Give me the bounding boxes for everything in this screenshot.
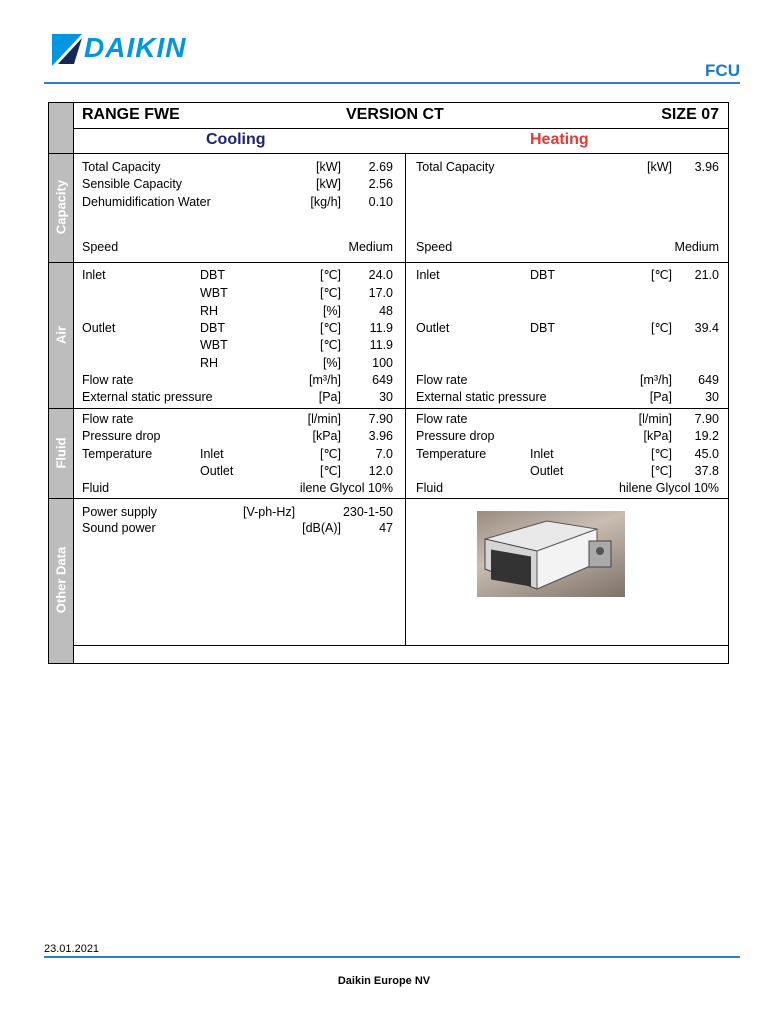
heating-esp-unit: [Pa] [649,390,672,404]
heating-esp-value: 30 [705,390,719,404]
heating-total-capacity-unit: [kW] [647,160,672,174]
heating-inlet-dbt-label: DBT [530,268,555,282]
power-supply-label: Power supply [82,505,158,519]
cooling-inlet-wbt-value: 17.0 [368,286,393,300]
section-label-other: Other Data [53,546,69,614]
cooling-air-flow-unit: [m³/h] [309,373,341,387]
cooling-title: Cooling [206,131,266,148]
cooling-inlet-wbt-label: WBT [200,286,228,300]
heating-fluid-flow-value: 7.90 [694,412,719,426]
size-label: SIZE 07 [661,106,719,123]
sound-power-unit: [dB(A)] [302,521,341,535]
heating-inlet-dbt-value: 21.0 [694,268,719,282]
heating-fluid-type-value: hilene Glycol 10% [618,481,719,495]
section-label-capacity: Capacity [53,179,69,235]
cooling-fluid-flow-label: Flow rate [82,412,134,426]
cooling-temp-inlet-unit: [℃] [320,447,341,461]
heating-inlet-dbt-unit: [℃] [651,268,672,282]
cooling-temp-inlet-value: 7.0 [375,447,393,461]
heating-air-flow-unit: [m³/h] [640,373,672,387]
heating-temp-outlet-unit: [℃] [651,464,672,478]
cooling-outlet-wbt-label: WBT [200,338,228,352]
heating-air-flow-value: 649 [698,373,719,387]
cooling-outlet-dbt-label: DBT [200,321,225,335]
cooling-outlet-rh-unit: [%] [322,356,341,370]
heating-fluid-flow-label: Flow rate [416,412,468,426]
cooling-fluid-type-value: ilene Glycol 10% [299,481,393,495]
sidebar-air [49,262,73,408]
brand-name: DAIKIN [84,32,187,63]
heating-temp-inlet-unit: [℃] [651,447,672,461]
cooling-speed-label: Speed [82,240,119,254]
heating-pressure-drop-unit: [kPa] [643,429,672,443]
section-label-air: Air [53,325,69,345]
sidebar-capacity [49,153,73,262]
cooling-air-outlet-label: Outlet [82,321,116,335]
cooling-temp-outlet-label: Outlet [200,464,234,478]
sidebar-divider [73,103,74,663]
cooling-air-flow-label: Flow rate [82,373,134,387]
cooling-sensible-capacity-value: 2.56 [368,177,393,191]
range-label: RANGE FWE [82,106,180,123]
cooling-outlet-rh-label: RH [200,356,219,370]
heating-pressure-drop-label: Pressure drop [416,429,495,443]
section-divider [49,498,729,499]
power-supply-value: 230-1-50 [342,505,393,519]
heating-outlet-dbt-value: 39.4 [694,321,719,335]
cooling-inlet-dbt-label: DBT [200,268,225,282]
heating-total-capacity-value: 3.96 [694,160,719,174]
cooling-fluid-flow-value: 7.90 [368,412,393,426]
cooling-air-inlet-label: Inlet [82,268,106,282]
cooling-pressure-drop-unit: [kPa] [312,429,341,443]
daikin-logo [52,32,187,73]
cooling-temp-inlet-label: Inlet [200,447,224,461]
heating-air-flow-label: Flow rate [416,373,468,387]
cooling-inlet-dbt-value: 24.0 [368,268,393,282]
cooling-total-capacity-unit: [kW] [316,160,341,174]
cooling-fluid-flow-unit: [l/min] [307,412,341,426]
cooling-inlet-rh-value: 48 [379,304,393,318]
document-type: FCU [705,61,740,80]
cooling-outlet-wbt-value: 11.9 [369,338,393,352]
daikin-logo-icon [52,34,84,68]
cooling-outlet-wbt-unit: [℃] [320,338,341,352]
heating-title: Heating [530,131,589,148]
product-image [477,511,625,597]
company-name: Daikin Europe NV [337,975,431,987]
section-divider [49,408,729,409]
heating-total-capacity-label: Total Capacity [416,160,495,174]
footer-rule [44,956,740,958]
cooling-inlet-wbt-unit: [℃] [320,286,341,300]
heating-outlet-dbt-label: DBT [530,321,555,335]
cooling-total-capacity-label: Total Capacity [82,160,161,174]
sound-power-value: 47 [379,521,393,535]
heating-temp-outlet-value: 37.8 [694,464,719,478]
document-date: 23.01.2021 [44,943,100,955]
cooling-esp-label: External static pressure [82,390,213,404]
cooling-pressure-drop-label: Pressure drop [82,429,161,443]
cooling-inlet-rh-label: RH [200,304,219,318]
cooling-outlet-dbt-value: 11.9 [369,321,393,335]
column-divider [405,153,406,645]
cooling-sensible-capacity-unit: [kW] [316,177,341,191]
cooling-dehumidification-label: Dehumidification Water [82,195,211,209]
cooling-outlet-rh-value: 100 [372,356,393,370]
cooling-esp-value: 30 [379,390,393,404]
heating-temp-inlet-value: 45.0 [694,447,719,461]
data-sheet [48,102,729,664]
cooling-esp-unit: [Pa] [318,390,341,404]
section-divider [73,645,729,646]
sidebar-fluid [49,408,73,498]
header-rule [44,82,740,84]
heating-pressure-drop-value: 19.2 [694,429,719,443]
section-divider [49,153,729,154]
cooling-temp-outlet-value: 12.0 [368,464,393,478]
cooling-fluid-type-label: Fluid [82,481,110,495]
sidebar-other [49,498,73,663]
cooling-total-capacity-value: 2.69 [368,160,393,174]
cooling-speed-value: Medium [348,240,393,254]
heating-temp-outlet-label: Outlet [530,464,564,478]
cooling-dehumidification-unit: [kg/h] [310,195,341,209]
cooling-air-flow-value: 649 [372,373,393,387]
cooling-outlet-dbt-unit: [℃] [320,321,341,335]
power-supply-unit: [V-ph-Hz] [243,505,296,519]
section-divider [49,262,729,263]
heating-esp-label: External static pressure [416,390,547,404]
version-label: VERSION CT [346,106,444,123]
heating-air-outlet-label: Outlet [416,321,450,335]
heating-speed-label: Speed [416,240,453,254]
heating-fluid-flow-unit: [l/min] [638,412,672,426]
section-label-fluid: Fluid [53,437,69,469]
heating-outlet-dbt-unit: [℃] [651,321,672,335]
heating-fluid-type-label: Fluid [416,481,444,495]
cooling-sensible-capacity-label: Sensible Capacity [82,177,183,191]
cooling-inlet-dbt-unit: [℃] [320,268,341,282]
cooling-temperature-label: Temperature [82,447,153,461]
sidebar-blank [49,103,73,153]
header-divider [73,128,729,129]
cooling-pressure-drop-value: 3.96 [368,429,393,443]
cooling-dehumidification-value: 0.10 [368,195,393,209]
cooling-temp-outlet-unit: [℃] [320,464,341,478]
heating-temp-inlet-label: Inlet [530,447,554,461]
heating-speed-value: Medium [674,240,719,254]
cooling-inlet-rh-unit: [%] [322,304,341,318]
heating-air-inlet-label: Inlet [416,268,440,282]
sound-power-label: Sound power [82,521,156,535]
heating-temperature-label: Temperature [416,447,487,461]
